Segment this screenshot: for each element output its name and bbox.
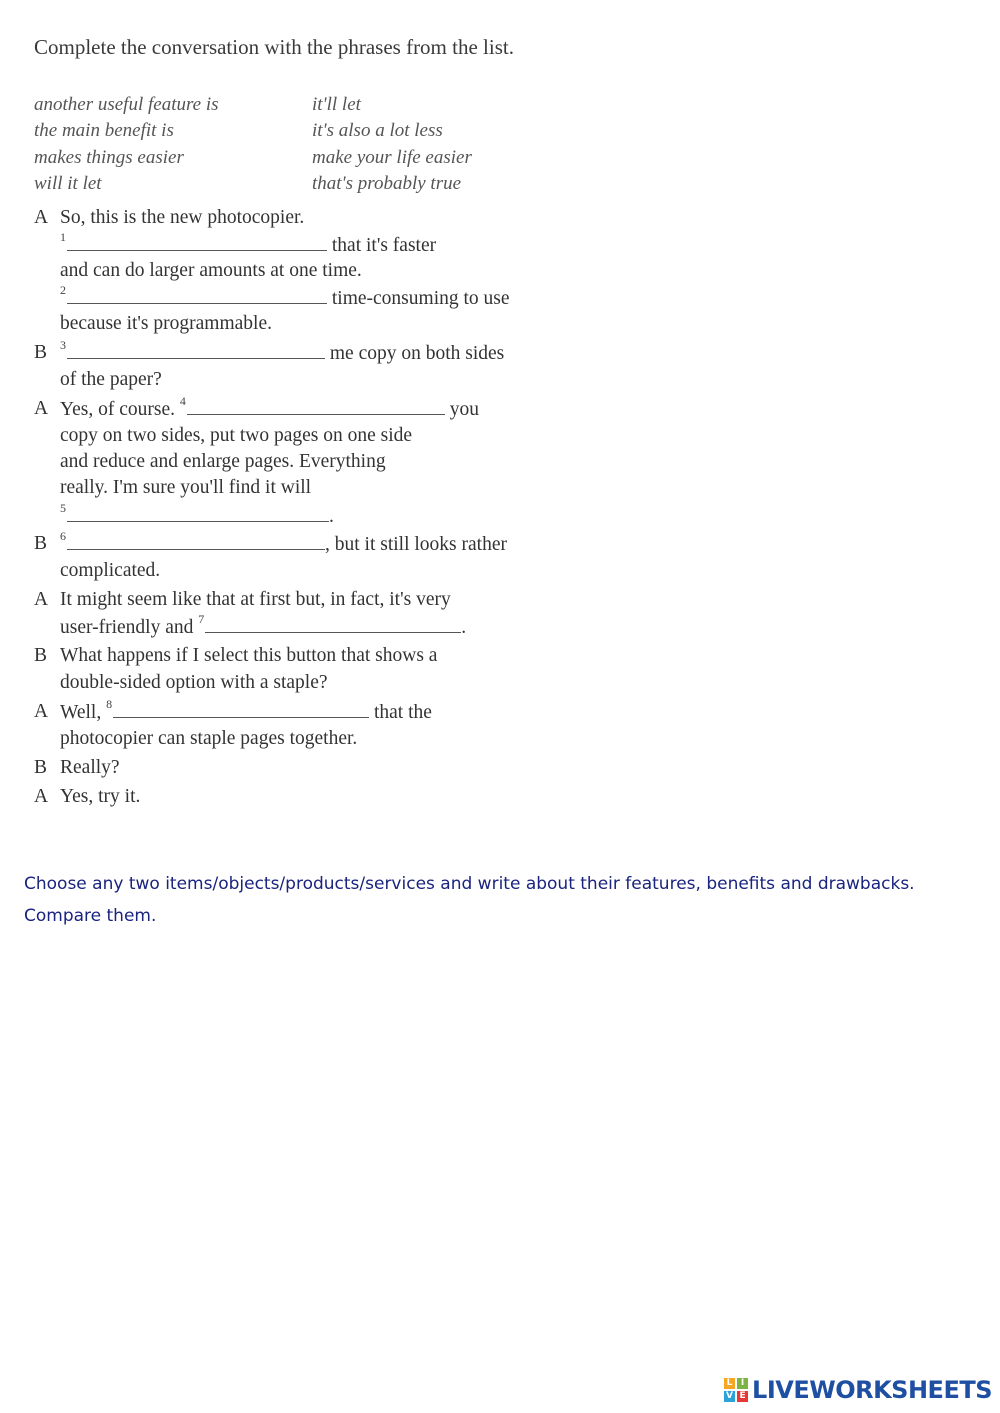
answer-blank-5[interactable]	[67, 505, 329, 522]
dialogue-line-gap-5	[60, 501, 334, 528]
dialogue-text: me copy on both sides	[329, 343, 505, 364]
writing-task-prompt: Choose any two items/objects/products/services and write about their features, benefits and drawbacks. Compare them.	[24, 874, 915, 926]
dialogue-text: Well,	[60, 702, 102, 723]
dialogue-text: Yes, of course.	[60, 399, 176, 420]
speaker-label: A	[34, 786, 49, 807]
dialogue-text: that it's faster	[331, 235, 437, 256]
logo-icon-tile: I	[737, 1378, 748, 1389]
dialogue-line: and reduce and enlarge pages. Everything	[60, 451, 386, 472]
gap-number: 3	[60, 338, 66, 352]
gap-number: 5	[60, 501, 66, 515]
dialogue-line: Yes, try it.	[60, 786, 141, 807]
dialogue-text: that the	[373, 702, 432, 723]
dialogue-line: really. I'm sure you'll find it will	[60, 477, 312, 498]
speaker-label: A	[34, 207, 49, 228]
answer-blank-2[interactable]	[67, 287, 327, 304]
dialogue-text: .	[461, 617, 467, 638]
dialogue-line: copy on two sides, put two pages on one side	[60, 425, 413, 446]
dialogue-line: So, this is the new photocopier.	[60, 207, 305, 228]
dialogue-text: .	[329, 506, 334, 527]
phrase-item: it'll let	[312, 94, 361, 115]
answer-blank-4[interactable]	[187, 398, 445, 415]
speaker-label: B	[34, 342, 48, 363]
phrase-item: make your life easier	[312, 147, 472, 168]
logo-icon-tile: E	[737, 1391, 748, 1402]
dialogue-text: time-consuming to use	[331, 288, 510, 309]
logo-icon	[724, 1378, 748, 1402]
gap-number: 1	[60, 230, 66, 244]
logo-text: LIVEWORKSHEETS	[752, 1376, 992, 1404]
dialogue-line-gap-4	[60, 394, 480, 421]
gap-number: 8	[106, 697, 113, 711]
dialogue-text: , but it still looks rather	[325, 534, 507, 555]
answer-blank-6[interactable]	[67, 533, 325, 550]
phrase-item: another useful feature is	[34, 94, 219, 115]
speaker-label: A	[34, 398, 49, 419]
gap-number: 2	[60, 283, 66, 297]
dialogue-line-gap-8	[60, 697, 432, 724]
answer-blank-8[interactable]	[113, 701, 369, 718]
dialogue-line: It might seem like that at first but, in fact, it's very	[60, 589, 451, 610]
gap-number: 7	[198, 612, 205, 626]
exercise-instruction: Complete the conversation with the phrases from the list.	[34, 35, 514, 59]
liveworksheets-logo	[724, 1376, 992, 1404]
dialogue-line-gap-7	[60, 612, 467, 639]
gap-number: 6	[60, 529, 66, 543]
dialogue-line: Really?	[60, 757, 120, 778]
dialogue-line-gap-6	[60, 529, 507, 556]
speaker-label: A	[34, 589, 49, 610]
logo-icon-tile: L	[724, 1378, 735, 1389]
logo-icon-tile: V	[724, 1391, 735, 1402]
answer-blank-7[interactable]	[205, 616, 461, 633]
phrase-item: makes things easier	[34, 147, 184, 168]
dialogue-text: you	[449, 399, 480, 420]
phrase-item: the main benefit is	[34, 120, 174, 141]
dialogue-line: double-sided option with a staple?	[60, 672, 328, 693]
dialogue-line-gap-2	[60, 283, 510, 310]
phrase-item: will it let	[34, 173, 102, 194]
answer-blank-1[interactable]	[67, 234, 327, 251]
dialogue-line: of the paper?	[60, 369, 162, 390]
dialogue-line: photocopier can staple pages together.	[60, 728, 358, 749]
gap-number: 4	[179, 394, 186, 408]
phrase-item: that's probably true	[312, 173, 462, 194]
answer-blank-3[interactable]	[67, 342, 325, 359]
dialogue-line: complicated.	[60, 560, 161, 581]
speaker-label: B	[34, 533, 48, 554]
dialogue-line-gap-1	[60, 230, 437, 257]
dialogue-line-gap-3	[60, 338, 505, 365]
dialogue-line: and can do larger amounts at one time.	[60, 260, 362, 281]
dialogue-line: because it's programmable.	[60, 313, 272, 334]
phrase-item: it's also a lot less	[312, 120, 443, 141]
dialogue-text: user-friendly and	[60, 617, 194, 638]
speaker-label: A	[34, 701, 49, 722]
speaker-label: B	[34, 757, 48, 778]
dialogue-line: What happens if I select this button that shows a	[60, 645, 438, 666]
speaker-label: B	[34, 645, 48, 666]
